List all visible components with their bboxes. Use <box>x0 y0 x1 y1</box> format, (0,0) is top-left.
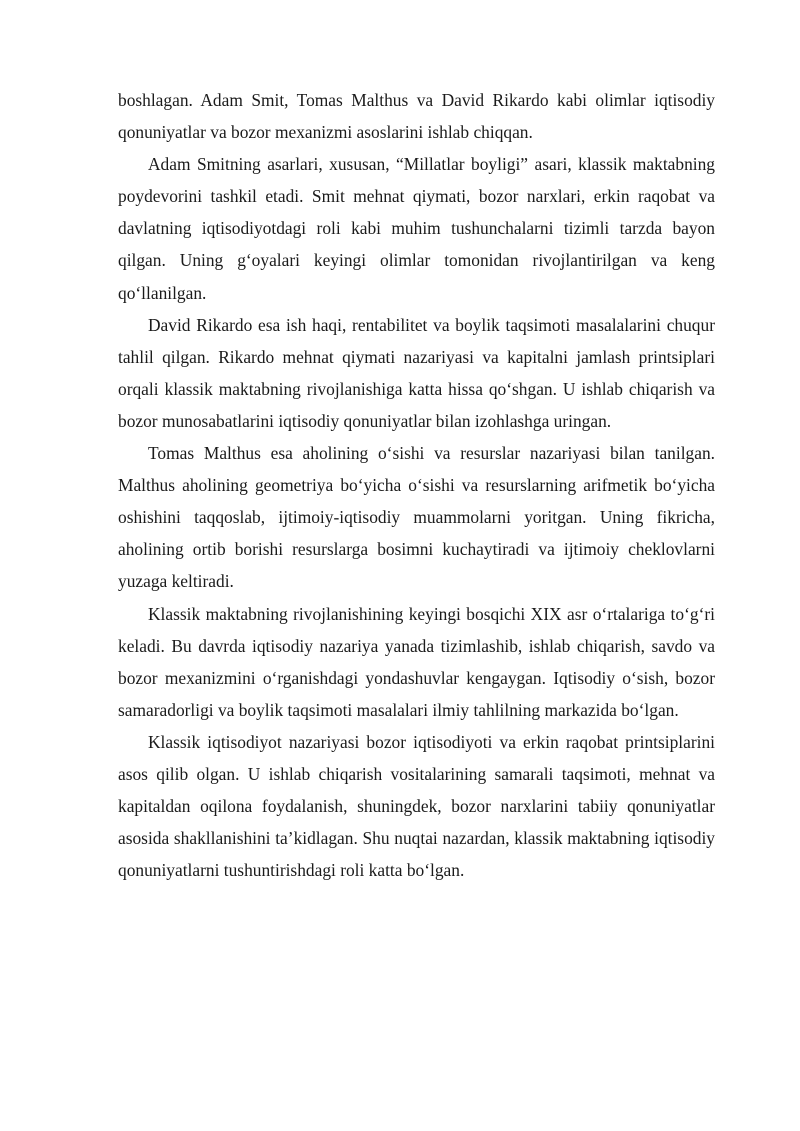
paragraph-david-rikardo: David Rikardo esa ish haqi, rentabilitet va boylik taqsimoti masalalarini chuqur tahlil qilgan. Rikardo mehnat qiymati nazariyasi va kapitalni jamlash printsiplari orqali klassik maktabning rivojlanishiga katta hissa qo‘shgan. U ishlab chiqarish va bozor munosabatlarini iqtisodiy qonuniyatlar bilan izohlashga uringan. <box>118 314 715 431</box>
paragraph-adam-smith: Adam Smitning asarlari, xususan, “Millatlar boyligi” asari, klassik maktabning poydevorini tashkil etadi. Smit mehnat qiymati, bozor narxlari, erkin raqobat va davlatning iqtisodiyotdagi roli kabi muhim tushunchalarni tizimli tarzda bayon qilgan. Uning g‘oyalari keyingi olimlar tomonidan rivojlantirilgan va keng qo‘llanilgan. <box>118 154 715 303</box>
paragraph-continuation: boshlagan. Adam Smit, Tomas Malthus va David Rikardo kabi olimlar iqtisodiy qonuniyatlar va bozor mexanizmi asoslarini ishlab chiqqan. <box>118 90 715 143</box>
paragraph-tomas-malthus: Tomas Malthus esa aholining o‘sishi va resurslar nazariyasi bilan tanilgan. Malthus aholining geometriya bo‘yicha o‘sishi va resurslarning arifmetik bo‘yicha oshishini taqqoslab, ijtimoiy-iqtisodiy muammolarni yoritgan. Uning fikricha, aholining ortib borishi resurslarga bosimni kuchaytiradi va ijtimoiy cheklovlarni yuzaga keltiradi. <box>118 443 715 592</box>
document-body <box>118 84 715 886</box>
paragraph-xix-century: Klassik maktabning rivojlanishining keyingi bosqichi XIX asr o‘rtalariga to‘g‘ri keladi. Bu davrda iqtisodiy nazariya yanada tizimlashib, ishlab chiqarish, savdo va bozor mexanizmini o‘rganishdagi yondashuvlar kengaygan. Iqtisodiy o‘sish, bozor samaradorligi va boylik taqsimoti masalalari ilmiy tahlilning markazida bo‘lgan. <box>118 603 715 720</box>
paragraph-classical-theory: Klassik iqtisodiyot nazariyasi bozor iqtisodiyoti va erkin raqobat printsiplarini asos qilib olgan. U ishlab chiqarish vositalarining samarali taqsimoti, mehnat va kapitaldan oqilona foydalanish, shuningdek, bozor narxlarini tabiiy qonuniyatlar asosida shakllanishini ta’kidlagan. Shu nuqtai nazardan, klassik maktabning iqtisodiy qonuniyatlarni tushuntirishdagi roli katta bo‘lgan. <box>118 731 715 881</box>
